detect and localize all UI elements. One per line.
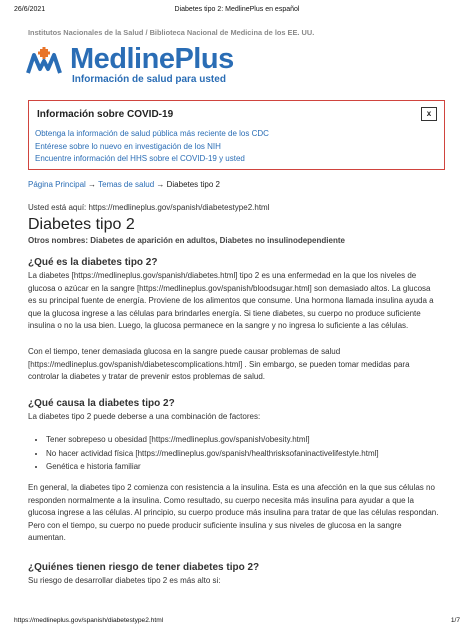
- institution-banner[interactable]: Institutos Nacionales de la Salud / Biblioteca Nacional de Medicina de los EE. UU.: [28, 28, 315, 37]
- medlineplus-logo-icon: [26, 47, 62, 83]
- section-heading-what: ¿Qué es la diabetes tipo 2?: [28, 257, 158, 268]
- text-line: En general, la diabetes tipo 2 comienza con resistencia a la insulina. Esta es una afección en la que sus células no: [28, 483, 435, 492]
- cause-list: [28, 433, 379, 474]
- paragraph-cause: [28, 482, 448, 545]
- text-line: glucosa ingrese a las células. Al principio, su cuerpo produce más insulina para tratar de que las células respondan.: [28, 508, 439, 518]
- list-item: • Tener sobrepeso u obesidad [https://medlineplus.gov/spanish/obesity.html]: [46, 433, 379, 447]
- logo-tagline: Información de salud para usted: [72, 74, 226, 85]
- text-line: responden normalmente a la insulina. Como resultado, su cuerpo necesita más insulina para ayudar a que la: [28, 495, 415, 505]
- other-names: Otros nombres: Diabetes de aparición en adultos, Diabetes no insulinodependiente: [28, 236, 345, 245]
- text-line: es su principal fuente de energía. Proviene de los alimentos que consume. Una hormona llamada insulina ayuda a: [28, 296, 434, 306]
- text-line: Con el tiempo, tener demasiada glucosa en la sangre puede causar problemas de salud: [28, 347, 341, 356]
- logo-brand-b: Plus: [174, 43, 234, 75]
- covid-link-nih[interactable]: Entérese sobre lo nuevo en investigación de los NIH: [35, 141, 221, 151]
- close-icon[interactable]: x: [421, 107, 437, 121]
- print-date: 26/6/2021: [14, 6, 46, 13]
- text-line: La diabetes [https://medlineplus.gov/spanish/diabetes.html] tipo 2 es una enfermedad en la que los niveles de: [28, 271, 417, 280]
- section-heading-cause: ¿Qué causa la diabetes tipo 2?: [28, 398, 175, 409]
- covid-alert-title: Información sobre COVID-19: [37, 109, 174, 120]
- logo-wordmark: [70, 43, 234, 76]
- text-line: [https://medlineplus.gov/spanish/diabetescomplications.html] . Sin embargo, se pueden tomar medidas para: [28, 359, 410, 369]
- breadcrumb-home[interactable]: Página Principal: [28, 180, 86, 189]
- print-title: Diabetes tipo 2: MedlinePlus en español: [174, 6, 300, 13]
- you-are-here: Usted está aquí: https://medlineplus.gov/spanish/diabetestype2.html: [28, 203, 270, 212]
- page-number: 1/7: [450, 617, 460, 624]
- paragraph-what-2: [28, 346, 448, 384]
- text-line: que la glucosa ingrese a las células para brindarles energía. Si tiene diabetes, su cuerpo no produce suficiente: [28, 308, 421, 318]
- breadcrumb: [28, 180, 220, 189]
- text-line: aumentan.: [28, 533, 66, 543]
- text-line: Pero con el tiempo, su cuerpo no puede producir suficiente insulina y sus niveles de glucosa en la sangre: [28, 520, 402, 530]
- breadcrumb-sep: →: [85, 180, 99, 189]
- text-line: insulina o no la usa bien. Luego, la glucosa permanece en la sangre y no ingresa lo suficiente a las células.: [28, 321, 409, 331]
- paragraph-cause-intro: La diabetes tipo 2 puede deberse a una combinación de factores:: [28, 412, 261, 421]
- logo-brand-a: Medline: [70, 43, 175, 75]
- page-title: Diabetes tipo 2: [28, 216, 135, 233]
- covid-links: [35, 128, 269, 166]
- paragraph-what-1: [28, 270, 448, 333]
- site-logo[interactable]: [26, 45, 276, 87]
- covid-link-cdc[interactable]: Obtenga la información de salud pública más reciente de los CDC: [35, 129, 269, 138]
- breadcrumb-topics[interactable]: Temas de salud: [98, 180, 155, 189]
- text-line: glucosa o azúcar en la sangre [https://medlineplus.gov/spanish/bloodsugar.html] son demasiado altos. La glucosa: [28, 283, 431, 293]
- text-line: controlar la diabetes y tratar de prevenir estos problemas de salud.: [28, 372, 266, 382]
- covid-link-hhs[interactable]: Encuentre información del HHS sobre el COVID-19 y usted: [35, 154, 245, 164]
- list-item: • No hacer actividad física [https://medlineplus.gov/spanish/healthrisksofaninactivelifestyle.html]: [46, 447, 379, 461]
- list-item: • Genética e historia familiar: [46, 460, 379, 474]
- footer-url: https://medlineplus.gov/spanish/diabetestype2.html: [14, 617, 164, 624]
- covid-alert-box: [28, 100, 445, 170]
- breadcrumb-sep: →: [154, 180, 167, 189]
- breadcrumb-current: Diabetes tipo 2: [166, 180, 220, 189]
- paragraph-risk-intro: Su riesgo de desarrollar diabetes tipo 2 es más alto si:: [28, 576, 221, 585]
- section-heading-risk: ¿Quiénes tienen riesgo de tener diabetes tipo 2?: [28, 562, 260, 573]
